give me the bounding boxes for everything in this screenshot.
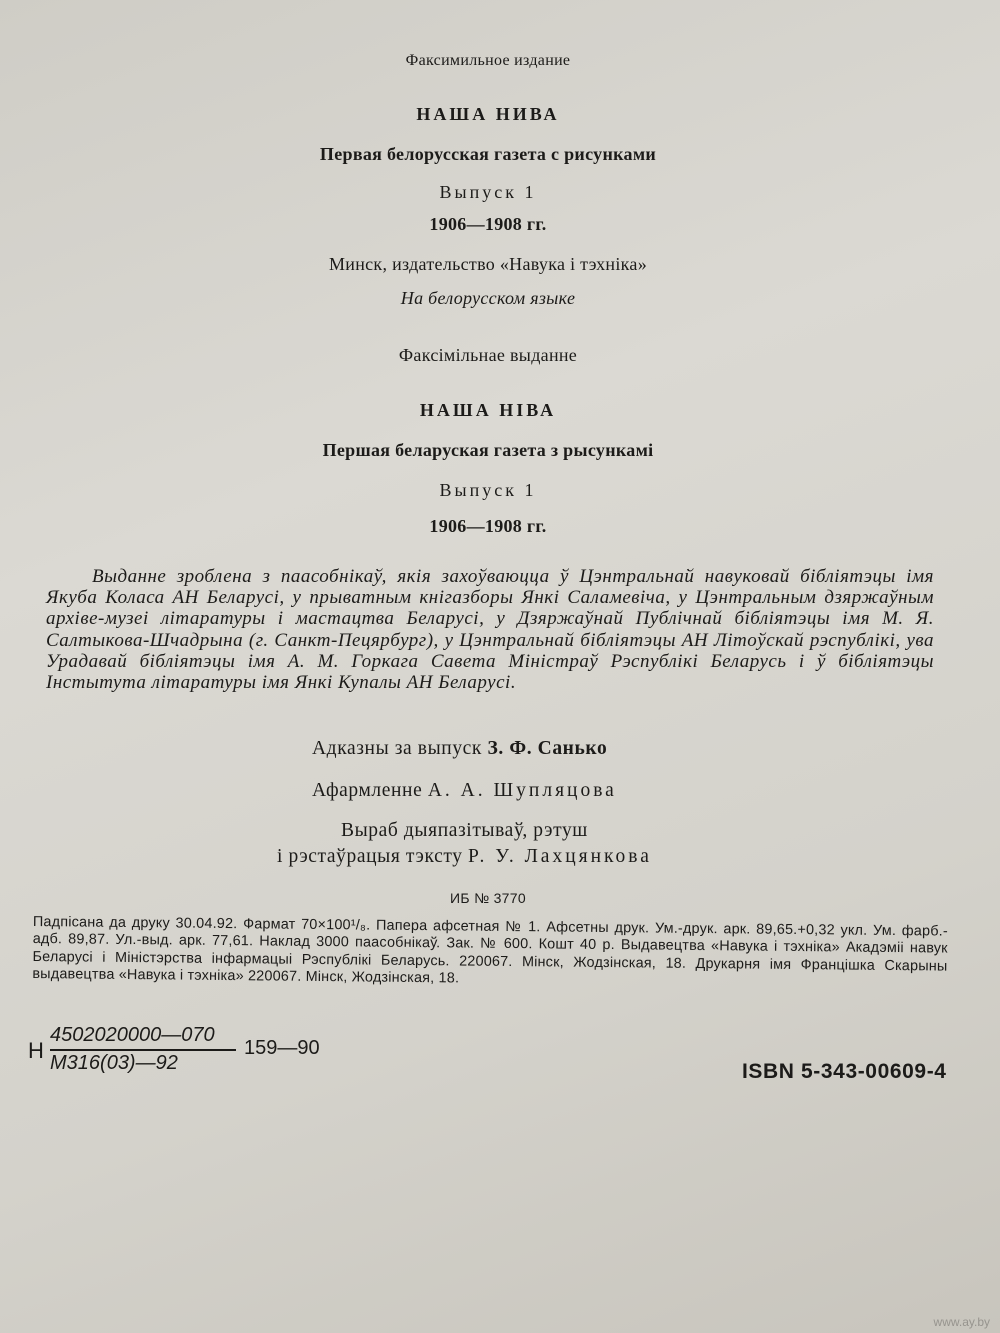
credit-design <box>312 780 617 802</box>
credit-design-label: Афармленне <box>312 780 423 801</box>
watermark: www.ay.by <box>933 1315 990 1329</box>
ru-years: 1906—1908 гг. <box>429 214 547 234</box>
ru-title: НАША НИВА <box>416 104 560 124</box>
credit-retouch-label: і рэстаўрацыя тэксту <box>277 846 463 867</box>
credit-retouch-name: Р. У. Лахцянкова <box>468 846 652 867</box>
ru-publisher: Минск, издательство «Навука і тэхніка» <box>328 254 648 274</box>
credit-retouch-line2 <box>277 846 652 868</box>
ru-language: На белорусском языке <box>400 288 576 308</box>
by-subtitle: Першая беларуская газета з рысункамі <box>322 440 654 460</box>
ru-issue: Выпуск 1 <box>439 182 537 202</box>
credit-responsible-name: З. Ф. Санько <box>487 738 608 759</box>
by-title: НАША НІВА <box>419 400 557 420</box>
credit-design-name: А. А. Шупляцова <box>427 780 617 801</box>
ru-facsimile-label: Факсимильное издание <box>405 52 571 69</box>
code-denominator: М316(03)—92 <box>50 1052 178 1074</box>
ib-number: ИБ № 3770 <box>450 890 526 906</box>
publisher-code <box>28 1022 328 1082</box>
credit-responsible-label: Адказны за выпуск <box>312 738 483 759</box>
credit-retouch-line1: Выраб дыяпазітываў, рэтуш <box>341 820 588 841</box>
credit-responsible <box>312 738 607 760</box>
code-fraction-line <box>50 1049 236 1051</box>
holdings-paragraph: Выданне зроблена з паасобнікаў, якія захоўваюцца ў Цэнтральнай навуковай бібліятэцы імя Якуба Коласа АН Беларусі, у прыватным кнігазборы Янкі Саламевіча, у Цэнтральным дзяржаўным архіве-музеі літаратуры і мастацтва Беларусі, у Дзяржаўнай Публічнай бібліятэцы імя М. Я. Салтыкова-Шчадрына (г. Санкт-Пецярбург), у Цэнтральнай бібліятэцы АН Літоўскай рэспублікі, ува Урадавай бібліятэцы імя А. М. Горкага Савета Міністраў Рэспублікі Беларусь і ў бібліятэцы Інстытута літаратуры імя Янкі Купалы АН Беларусі. <box>46 566 934 694</box>
by-issue: Выпуск 1 <box>439 480 537 500</box>
code-side: 159—90 <box>244 1037 320 1059</box>
code-numerator: 4502020000—070 <box>50 1024 215 1046</box>
by-years: 1906—1908 гг. <box>429 516 547 536</box>
ru-subtitle: Первая белорусская газета с рисунками <box>319 144 657 164</box>
isbn: ISBN 5-343-00609-4 <box>742 1060 947 1083</box>
code-letter: Н <box>28 1038 44 1063</box>
imprint-text: Падпісана да друку 30.04.92. Фармат 70×100¹/₈. Папера афсетная № 1. Афсетны друк. Ум.-друк. арк. 89,65.+0,32 укл. Ум. фарб.-адб. 89,87. Ул.-выд. арк. 77,61. Наклад 3000 паасобнікаў. Зак. № 600. Кошт 40 р. Выдавецтва «Навука і тэхніка» Акадэміі навук Беларусі і Міністэрства інфармацыі Рэспублікі Беларусь. 220067. Мінск, Жодзінская, 18. Друкарня імя Францішка Скарыны выдавецтва «Навука і тэхніка» 220067. Мінск, Жодзінская, 18. <box>32 914 948 987</box>
by-facsimile-label: Факсімільнае выданне <box>398 345 578 365</box>
